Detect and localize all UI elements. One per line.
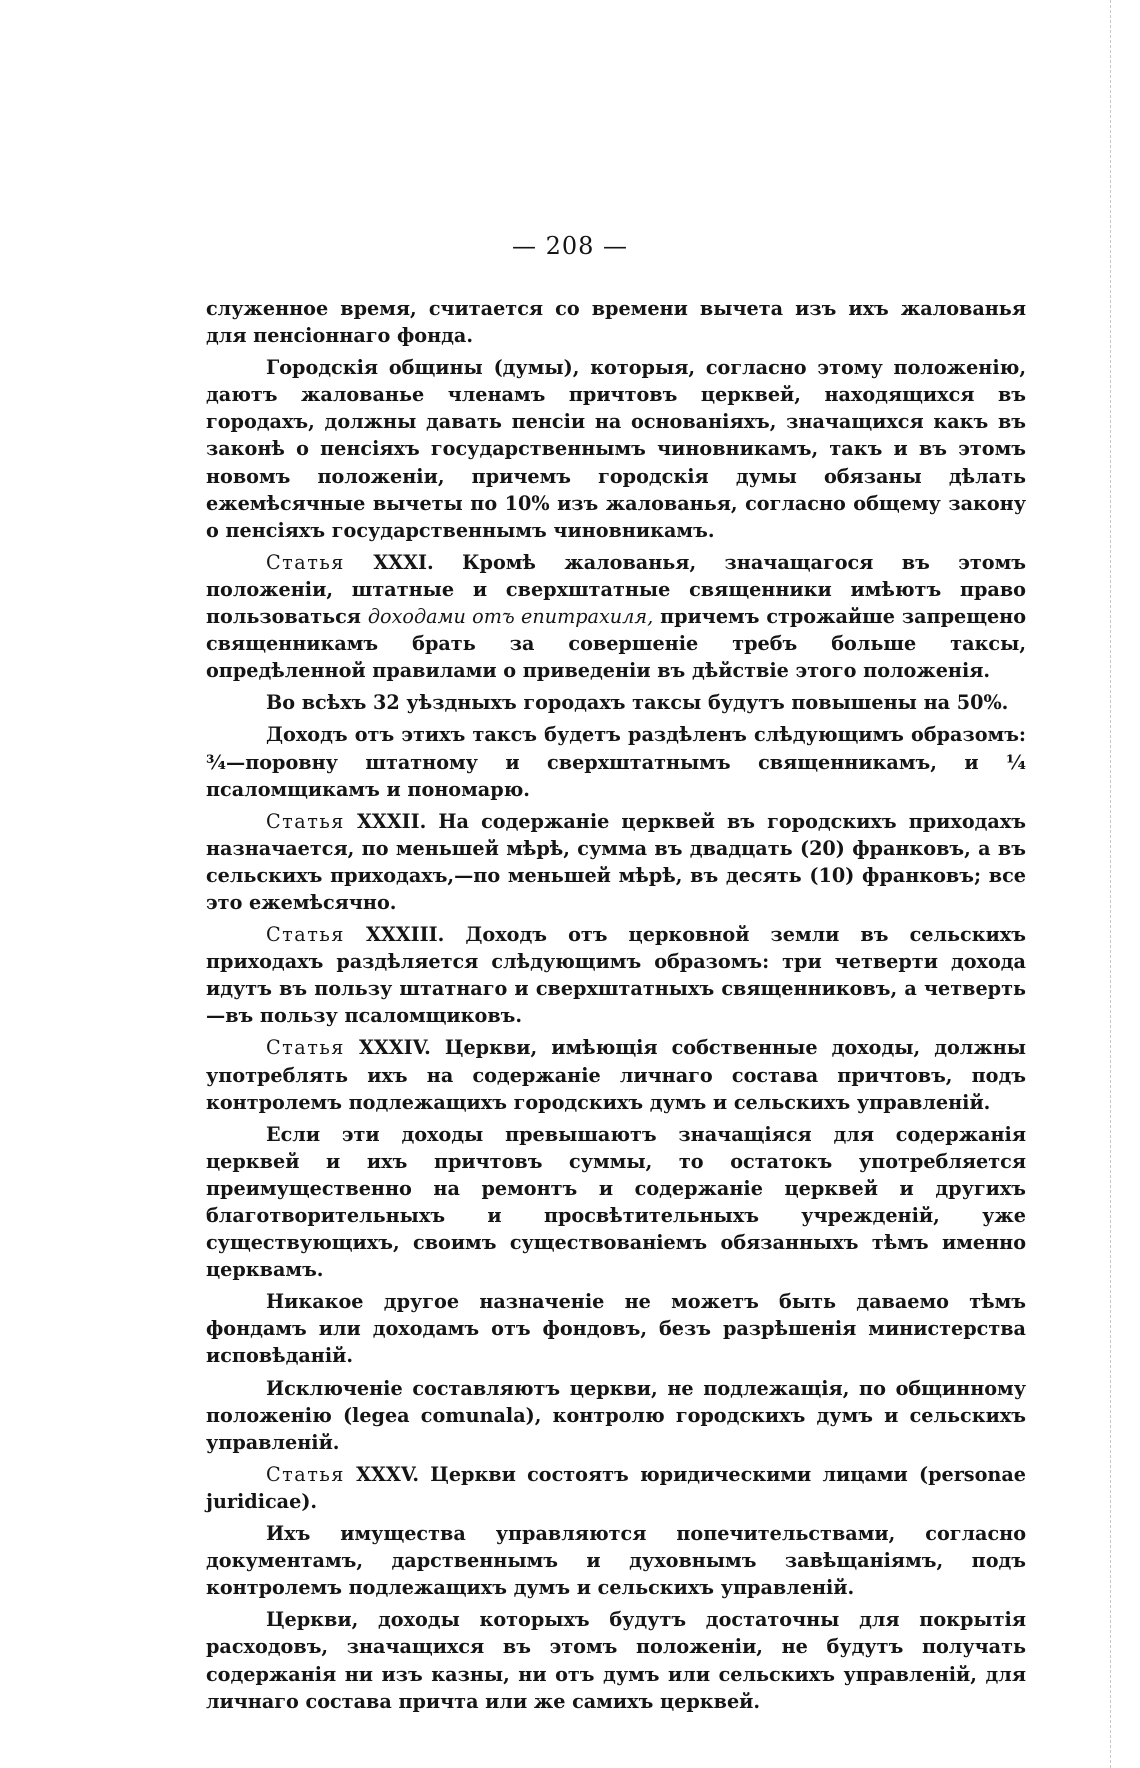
article-32: Статья XXXII. На содержаніе церквей въ городскихъ приходахъ назначается, по меньшей мѣрѣ, сумма въ двадцать (20) франковъ, а въ сельскихъ приходахъ,—по меньшей мѣрѣ, въ десять (10) франковъ; все это ежемѣсячно. [206,809,1026,914]
article-35: Статья XXXV. Церкви состоятъ юридическими лицами (personae juridicae). [206,1462,1026,1513]
article-label: Статья [266,809,345,833]
article-number: XXXV. [356,1462,420,1486]
article-label: Статья [266,1462,345,1486]
article-number: XXXII. [357,809,427,833]
article-number: XXXIII. [366,923,445,947]
article-label: Статья [266,1036,345,1060]
paragraph-13: Ихъ имущества управляются попечительствами, согласно документамъ, дарственнымъ и духовнымъ завѣщаніямъ, подъ контролемъ подлежащихъ думъ и сельскихъ управленій. [206,1522,1026,1600]
page-body [206,295,1026,1720]
paragraph-1: служенное время, считается со времени вычета изъ ихъ жалованья для пенсіоннаго фонда. [206,297,1026,348]
article-label: Статья [266,550,345,574]
article-31: Статья XXXI. Кромѣ жалованья, значащагося въ этомъ положеніи, штатные и сверхштатные священники имѣютъ право пользоваться доходами отъ епитрахиля, причемъ строжайше запрещено священникамъ брать за совершеніе требъ больше таксы, опредѣленной правилами о приведеніи въ дѣйствіе этого положенія. [206,550,1027,683]
paragraph-5: Доходъ отъ этихъ таксъ будетъ раздѣленъ слѣдующимъ образомъ: ¾—поровну штатному и сверхштатнымъ священникамъ, и ¼ псаломщикамъ и пономарю. [206,723,1026,801]
article-label: Статья [266,923,345,947]
paragraph-4: Во всѣхъ 32 уѣздныхъ городахъ таксы будутъ повышены на 50%. [266,691,1009,715]
article-number: XXXIV. [358,1036,431,1060]
paragraph-10: Никакое другое назначеніе не можетъ быть даваемо тѣмъ фондамъ или доходамъ отъ фондовъ, безъ разрѣшенія министерства исповѣданій. [206,1290,1026,1368]
paragraph-9: Если эти доходы превышаютъ значащіяся для содержанія церквей и ихъ причтовъ суммы, то остатокъ употребляется преимущественно на ремонтъ и содержаніе церквей и другихъ благотворительныхъ и просвѣтительныхъ учрежденій, уже существующихъ, своимъ существованіемъ обязанныхъ тѣмъ именно церквамъ. [206,1122,1026,1282]
paragraph-2: Городскія общины (думы), которыя, согласно этому положенію, даютъ жалованье членамъ причтовъ церквей, находящихся въ городахъ, должны давать пенсіи на основаніяхъ, значащихся какъ въ законѣ о пенсіяхъ государственнымъ чиновникамъ, такъ и въ этомъ новомъ положеніи, причемъ городскія думы обязаны дѣлать ежемѣсячные вычеты по 10% изъ жалованья, согласно общему закону о пенсіяхъ государственнымъ чиновникамъ. [206,356,1026,542]
article-33: Статья XXXIII. Доходъ отъ церковной земли въ сельскихъ приходахъ раздѣляется слѣдующимъ образомъ: три четверти дохода идутъ въ пользу штатнаго и сверхштатныхъ священниковъ, а четверть—въ пользу псаломщиковъ. [206,923,1026,1028]
italic-phrase: доходами отъ епитрахиля, [367,605,654,629]
page-number: — 208 — [511,232,629,260]
paragraph-11: Исключеніе составляютъ церкви, не подлежащія, по общинному положенію (legea comunala), контролю городскихъ думъ и сельскихъ управленій. [206,1376,1026,1454]
scan-edge-line [1110,0,1111,1768]
article-34: Статья XXXIV. Церкви, имѣющія собственные доходы, должны употреблять ихъ на содержаніе личнаго состава причтовъ, подъ контролемъ подлежащихъ городскихъ думъ и сельскихъ управленій. [206,1036,1026,1114]
paragraph-14: Церкви, доходы которыхъ будутъ достаточны для покрытія расходовъ, значащихся въ этомъ положеніи, не будутъ получать содержанія ни изъ казны, ни отъ думъ или сельскихъ управленій, для личнаго состава причта или же самихъ церквей. [206,1608,1026,1713]
article-number: XXXI. [373,550,434,574]
